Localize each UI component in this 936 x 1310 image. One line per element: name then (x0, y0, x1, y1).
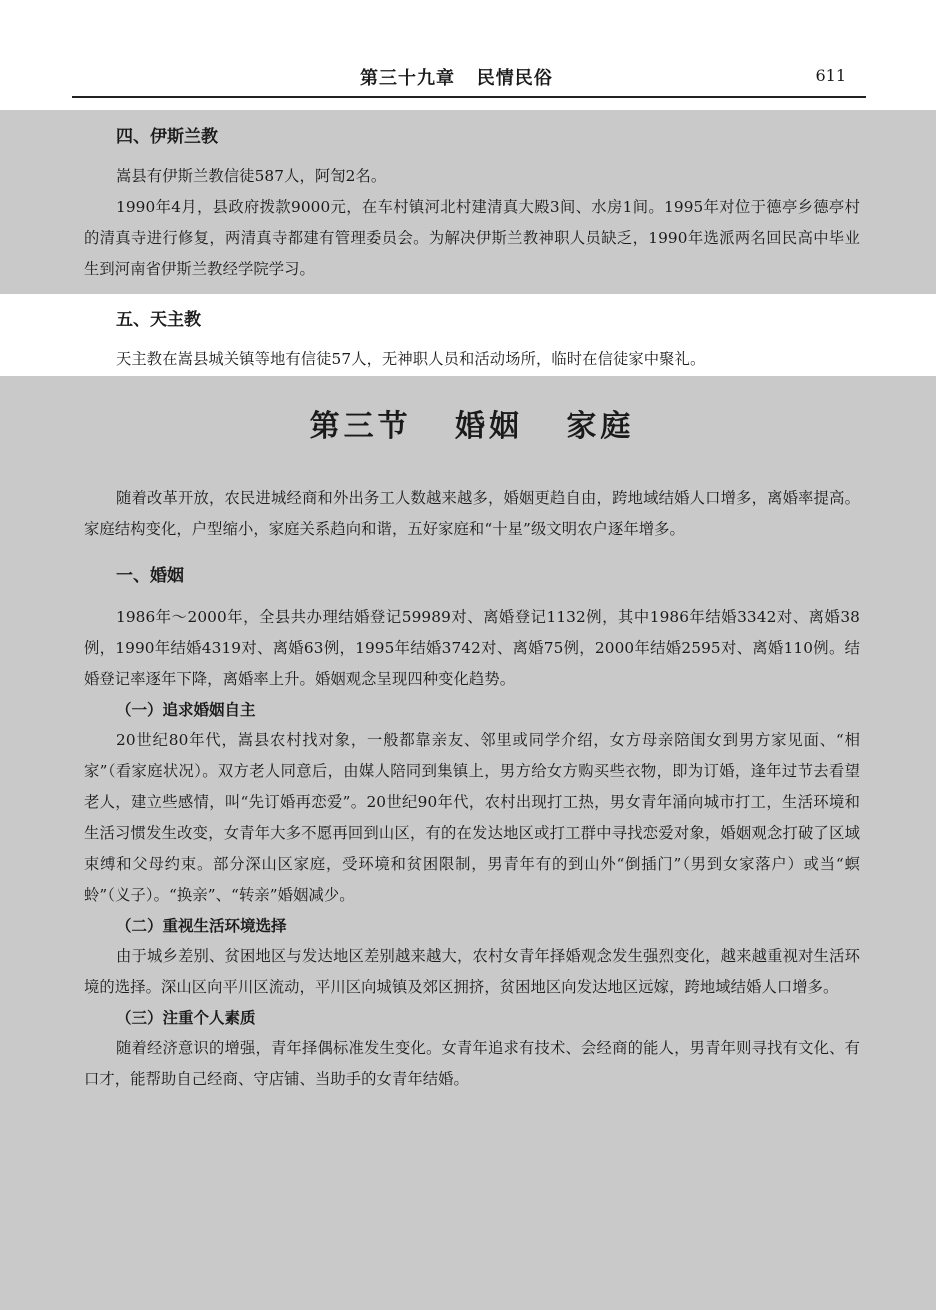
section-title: 第三节 婚姻 家庭 (309, 409, 635, 444)
trend-2-text: 由于城乡差别、贫困地区与发达地区差别越来越大，农村女青年择婚观念发生强烈变化，越来越重视对生活环境的选择。深山区向平川区流动，平川区向城镇及郊区拥挤，贫困地区向发达地区远嫁，跨地域结婚人口增多。 (84, 947, 860, 996)
islam-heading: 四、伊斯兰教 (116, 127, 218, 147)
islam-paragraph-1: 嵩县有伊斯兰教信徒587人，阿訇2名。 (116, 167, 387, 185)
header-rule (72, 96, 866, 98)
chapter-title: 第三十九章 民情民俗 (360, 68, 553, 89)
marriage-stats: 1986年～2000年，全县共办理结婚登记59989对、离婚登记1132例，其中1986年结婚3342对、离婚38例，1990年结婚4319对、离婚63例，1995年结婚3742对、离婚75例，2000年结婚2595对、离婚110例。结婚登记率逐年下降，离婚率上升。婚姻观念呈现四种变化趋势。 (84, 608, 860, 688)
trend-2-heading: （二）重视生活环境选择 (116, 917, 287, 935)
trend-1-heading: （一）追求婚姻自主 (116, 701, 256, 719)
page-body (84, 122, 860, 1095)
trend-3-text: 随着经济意识的增强，青年择偶标准发生变化。女青年追求有技术、会经商的能人，男青年则寻找有文化、有口才，能帮助自己经商、守店铺、当助手的女青年结婚。 (84, 1039, 860, 1088)
marriage-heading: 一、婚姻 (116, 566, 184, 586)
trend-1-text: 20世纪80年代，嵩县农村找对象，一般都靠亲友、邻里或同学介绍，女方母亲陪闺女到男方家见面、“相家”（看家庭状况）。双方老人同意后，由媒人陪同到集镇上，男方给女方购买些衣物，即为订婚，逢年过节去看望老人，建立些感情，叫“先订婚再恋爱”。20世纪90年代，农村出现打工热，男女青年涌向城市打工，生活环境和生活习惯发生改变，女青年大多不愿再回到山区，有的在发达地区或打工群中寻找恋爱对象，婚姻观念打破了区域束缚和父母约束。部分深山区家庭，受环境和贫困限制，男青年有的到山外“倒插门”（男到女家落户）或当“螟蛉”（义子）。“换亲”、“转亲”婚姻减少。 (84, 731, 860, 904)
catholic-paragraph: 天主教在嵩县城关镇等地有信徒57人，无神职人员和活动场所，临时在信徒家中聚礼。 (116, 350, 706, 368)
page-number: 611 (815, 66, 846, 85)
islam-paragraph-2: 1990年4月，县政府拨款9000元，在车村镇河北村建清真大殿3间、水房1间。1995年对位于德亭乡德亭村的清真寺进行修复，两清真寺都建有管理委员会。为解决伊斯兰教神职人员缺乏，1990年选派两名回民高中毕业生到河南省伊斯兰教经学院学习。 (84, 198, 860, 278)
page-header (60, 62, 866, 98)
catholic-heading: 五、天主教 (116, 310, 201, 330)
trend-3-heading: （三）注重个人素质 (116, 1009, 256, 1027)
section-intro: 随着改革开放，农民进城经商和外出务工人数越来越多，婚姻更趋自由，跨地域结婚人口增多，离婚率提高。家庭结构变化，户型缩小，家庭关系趋向和谐，五好家庭和“十星”级文明农户逐年增多。 (84, 489, 860, 538)
